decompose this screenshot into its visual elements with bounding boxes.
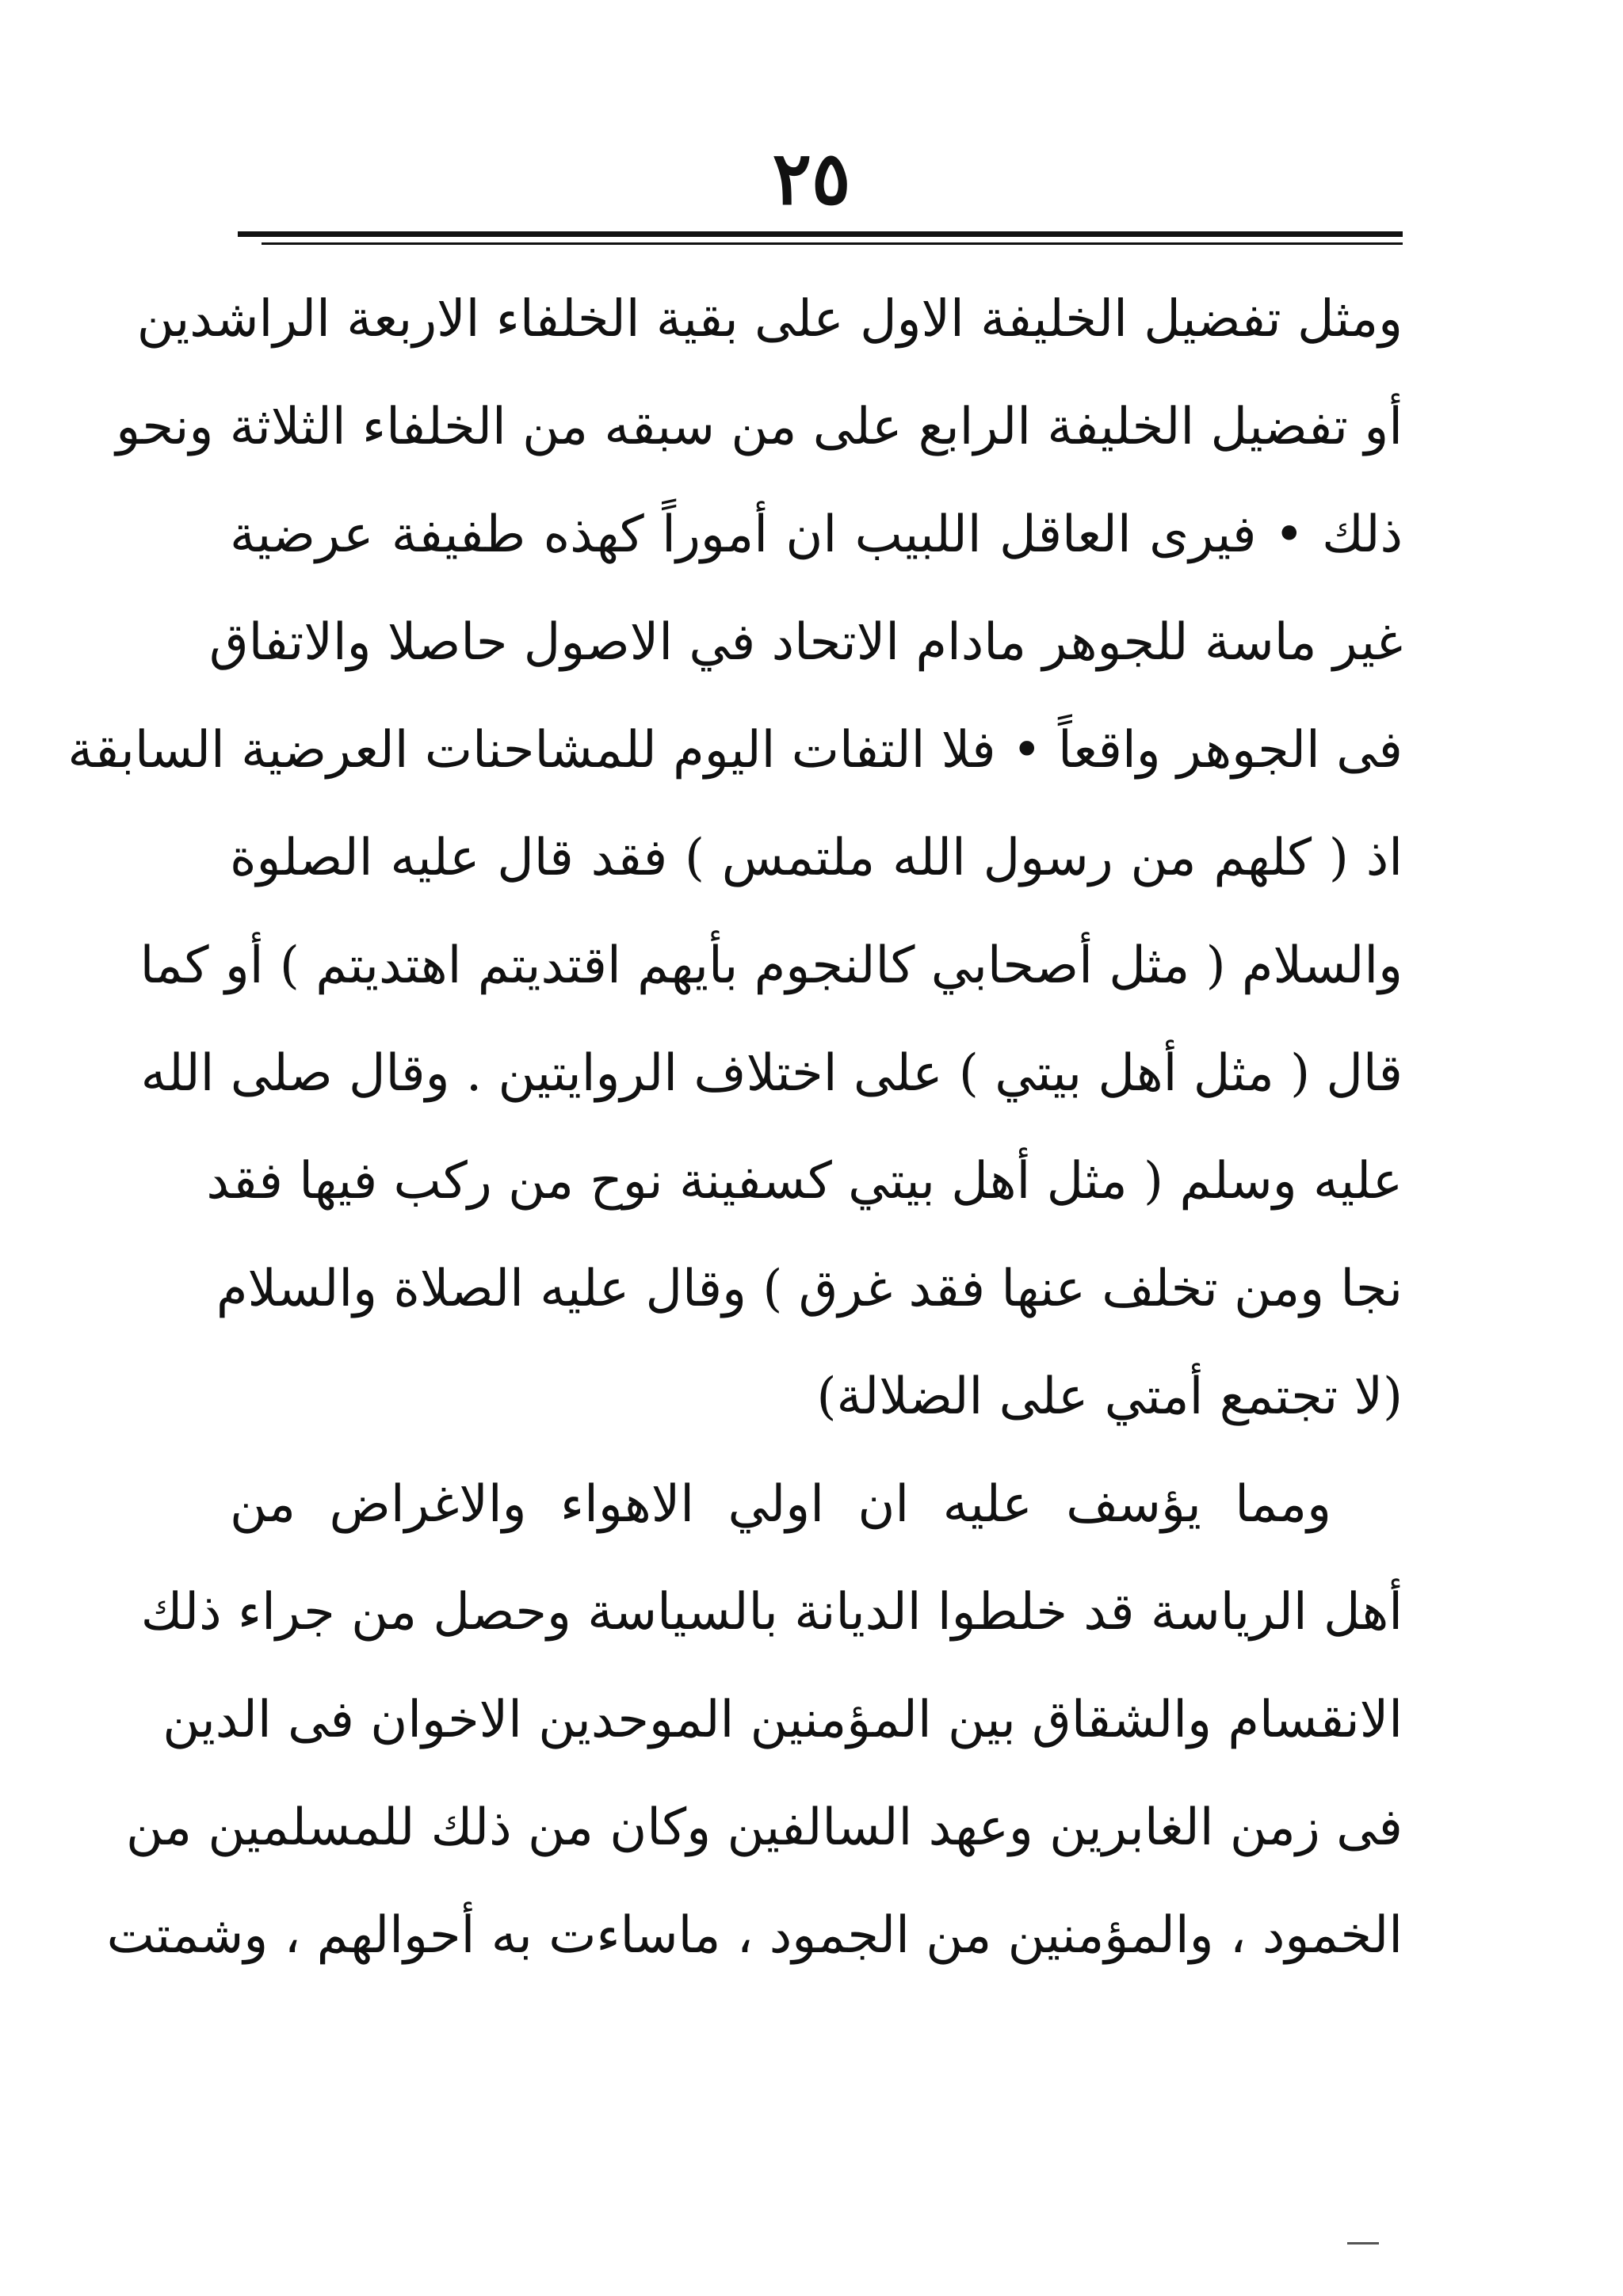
text-line: (لا تجتمع أمتي على الضلالة) [816,1367,1403,1426]
text-line: عليه وسلم ( مثل أهل بيتي كسفينة نوح من ركب فيها فقد [206,1152,1403,1211]
text-line: أو تفضيل الخليفة الرابع على من سبقه من الخلفاء الثلاثة ونحو [116,398,1403,456]
text-line: قال ( مثل أهل بيتي ) على اختلاف الروايتين . وقال صلى الله [140,1044,1403,1103]
text-line: فى الجوهر واقعاً • فلا التفات اليوم للمشاحنات العرضية السابقة [67,721,1403,780]
text-line: غير ماسة للجوهر مادام الاتحاد في الاصول حاصلا والاتفاق [208,613,1403,672]
header-rule-thin [262,242,1403,245]
text-line: ومثل تفضيل الخليفة الاول على بقية الخلفاء الاربعة الراشدين [136,290,1403,349]
text-line: فى زمن الغابرين وعهد السالفين وكان من ذلك للمسلمين من [125,1798,1403,1857]
page-bottom-mark [1347,2242,1379,2245]
text-line: الانقسام والشقاق بين المؤمنين الموحدين الاخوان فى الدين [162,1691,1403,1749]
body-text [67,265,1403,1989]
header-rule-thick [238,231,1403,237]
paragraph-1 [67,265,1403,1451]
text-line: ومما يؤسف عليه ان اولي الاهواء والاغراض من [230,1475,1331,1534]
text-line: أهل الرياسة قد خلطوا الديانة بالسياسة وحصل من جراء ذلك [140,1583,1403,1642]
text-line: ذلك • فيرى العاقل اللبيب ان أموراً كهذه طفيفة عرضية [230,505,1403,564]
text-line: نجا ومن تخلف عنها فقد غرق ) وقال عليه الصلاة والسلام [216,1260,1403,1318]
paragraph-2-lines [106,1451,1403,1989]
text-line: والسلام ( مثل أصحابي كالنجوم بأيهم اقتديتم اهتديتم ) أو كما [139,936,1403,995]
page-number: ٢٥ [772,135,851,221]
text-line: الخمود ، والمؤمنين من الجمود ، ماساءت به أحوالهم ، وشمتت [106,1906,1403,1965]
text-line: اذ ( كلهم من رسول الله ملتمس ) فقد قال عليه الصلوة [230,829,1403,887]
